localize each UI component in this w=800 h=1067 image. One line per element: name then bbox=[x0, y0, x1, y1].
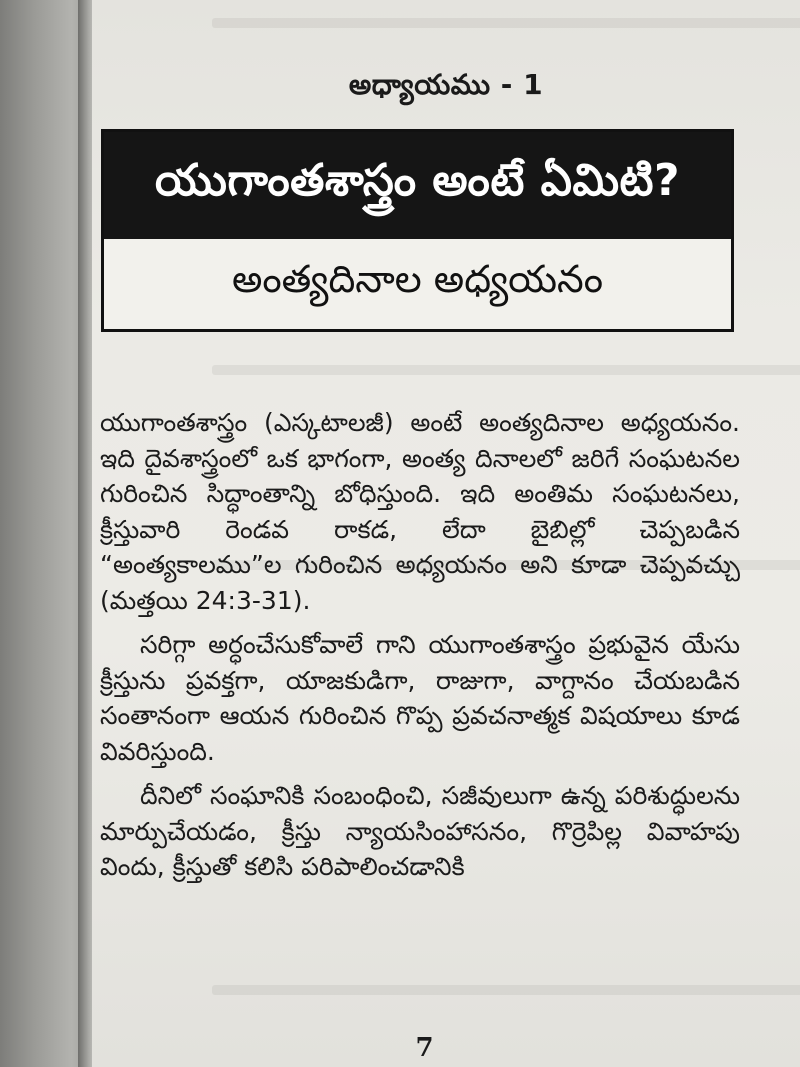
chapter-subtitle: అంత్యదినాల అధ్యయనం bbox=[232, 257, 603, 301]
show-through-text bbox=[212, 365, 800, 375]
page-number: 7 bbox=[415, 1033, 434, 1063]
facing-page bbox=[0, 0, 84, 1067]
show-through-text bbox=[212, 985, 800, 995]
body-text bbox=[100, 405, 740, 894]
paragraph: దీనిలో సంఘానికి సంబంధించి, సజీవులుగా ఉన్న పరిశుద్ధులను మార్పుచేయడం, క్రీస్తు న్యాయసింహాసనం, గొర్రెపిల్ల వివాహపు విందు, క్రీస్తుతో కలిసి పరిపాలించడానికి bbox=[100, 781, 740, 881]
chapter-title: యుగాంతశాస్త్రం అంటే ఏమిటి? bbox=[155, 154, 680, 206]
subtitle-area bbox=[104, 239, 731, 329]
show-through-text bbox=[212, 18, 800, 28]
title-bar bbox=[104, 132, 731, 239]
paragraph: యుగాంతశాస్త్రం (ఎస్కటాలజీ) అంటే అంత్యదినాల అధ్యయనం. ఇది దైవశాస్త్రంలో ఒక భాగంగా, అంత్య దినాలలో జరిగే సంఘటనల గురించిన సిద్ధాంతాన్ని బోధిస్తుంది. ఇది అంతిమ సంఘటనలు, క్రీస్తువారి రెండవ రాకడ, లేదా బైబిల్లో చెప్పబడిన “అంత్యకాలము”ల గురించిన అధ్యయనం అని కూడా చెప్పవచ్చు (మత్తయి 24:3-31). bbox=[100, 408, 740, 615]
chapter-label: అధ్యాయము - 1 bbox=[348, 68, 544, 101]
paragraph: సరిగ్గా అర్ధంచేసుకోవాలే గాని యుగాంతశాస్త్రం ప్రభువైన యేసు క్రీస్తును ప్రవక్తగా, యాజకుడిగా, రాజుగా, వాగ్దానం చేయబడిన సంతానంగా ఆయన గురించిన గొప్ప ప్రవచనాత్మక విషయాలు కూడ వివరిస్తుంది. bbox=[100, 630, 740, 766]
chapter-title-box bbox=[101, 129, 734, 332]
